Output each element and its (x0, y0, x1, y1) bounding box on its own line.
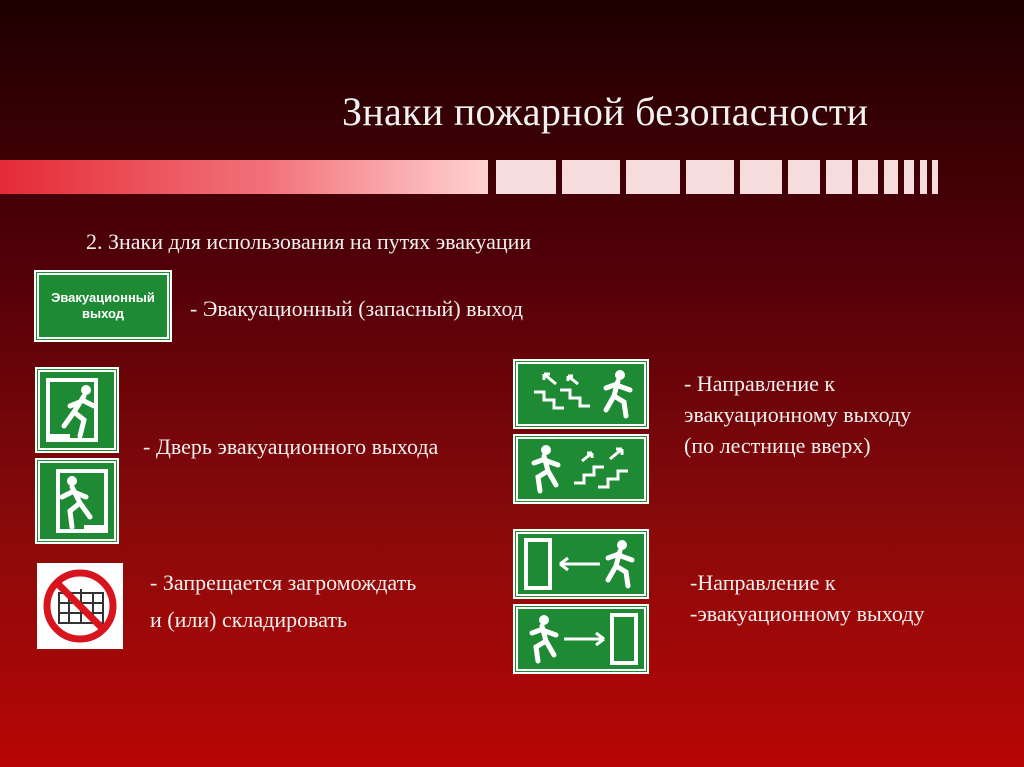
stairs-up-sign-right (513, 434, 649, 504)
arrow-right-exit-icon (520, 611, 642, 667)
exit-door-sign-right (35, 458, 119, 544)
stairs-up-right-icon (520, 441, 642, 497)
evac-sign-line1: Эвакуационный (51, 290, 155, 305)
stripe-block (626, 160, 680, 194)
stripe-block (932, 160, 938, 194)
stripe-block (904, 160, 914, 194)
no-obstruction-sign (37, 563, 123, 649)
stairs-caption-line3: (по лестнице вверх) (684, 433, 871, 458)
stairs-caption-line1: - Направление к (684, 371, 836, 396)
stairs-caption-line2: эвакуационному выходу (684, 402, 912, 427)
slide-title: Знаки пожарной безопасности (342, 89, 869, 134)
stripe-block (496, 160, 556, 194)
stairs-up-sign-left (513, 359, 649, 429)
prohibit-caption-line2: и (или) складировать (150, 607, 348, 632)
direction-caption-line2: -эвакуационному выходу (690, 601, 925, 626)
stripe-block (858, 160, 878, 194)
prohibit-caption-line1: - Запрещается загромождать (150, 570, 417, 595)
title-stripe (0, 160, 488, 194)
prohibition-icon (37, 563, 123, 649)
stripe-block (562, 160, 620, 194)
direction-left-sign (513, 529, 649, 599)
evac-exit-caption: - Эвакуационный (запасный) выход (190, 296, 524, 321)
section-subtitle: 2. Знаки для использования на путях эвакуации (86, 229, 532, 254)
stripe-block (920, 160, 927, 194)
stripe-block (826, 160, 852, 194)
door-caption: - Дверь эвакуационного выхода (143, 434, 439, 459)
running-man-door-icon (42, 465, 112, 537)
stripe-block (686, 160, 734, 194)
arrow-left-exit-icon (520, 536, 642, 592)
stairs-up-left-icon (520, 366, 642, 422)
stripe-block (788, 160, 820, 194)
exit-door-sign-left (35, 367, 119, 453)
evac-sign-line2: выход (81, 306, 124, 321)
running-man-door-icon (42, 374, 112, 446)
evacuation-exit-sign (34, 270, 172, 342)
stripe-block (740, 160, 782, 194)
stripe-block (884, 160, 898, 194)
direction-caption-line1: -Направление к (690, 570, 836, 595)
direction-right-sign (513, 604, 649, 674)
